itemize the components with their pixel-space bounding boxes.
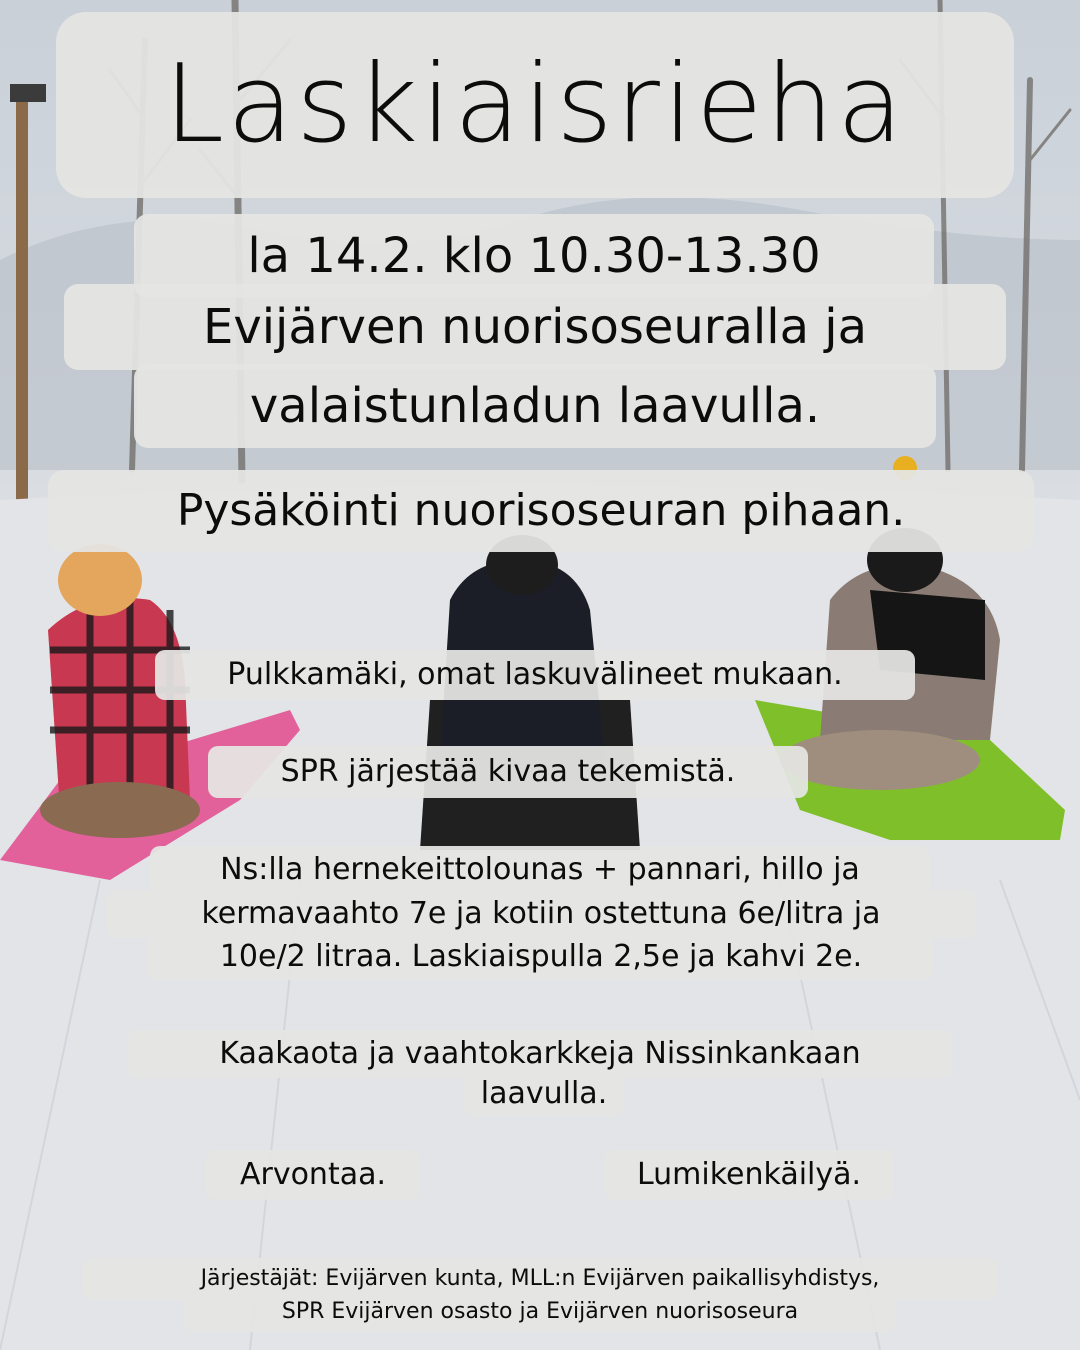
parking-info: Pysäköinti nuorisoseuran pihaan. <box>48 470 1034 552</box>
sledding-info: Pulkkamäki, omat laskuvälineet mukaan. <box>155 650 915 700</box>
raffle-info: Arvontaa. <box>206 1150 420 1200</box>
cocoa-info-line-1: Kaakaota ja vaahtokarkkeja Nissinkankaan <box>128 1030 952 1078</box>
organizers-line-1: Järjestäjät: Evijärven kunta, MLL:n Evijärven paikallisyhdistys, <box>82 1258 998 1300</box>
event-location-line-1: Evijärven nuorisoseuralla ja <box>64 284 1006 370</box>
cocoa-info-line-2: laavulla. <box>464 1072 624 1116</box>
snowshoe-info: Lumikenkäilyä. <box>604 1150 894 1200</box>
spr-activity-info: SPR järjestää kivaa tekemistä. <box>208 746 808 798</box>
poster-title: Laskiaisrieha <box>56 12 1014 198</box>
lunch-info-line-3: 10e/2 litraa. Laskiaispulla 2,5e ja kahvi 2e. <box>148 934 934 980</box>
event-date-time: la 14.2. klo 10.30-13.30 <box>134 214 934 298</box>
lunch-info-line-1: Ns:lla hernekeittolounas + pannari, hillo ja <box>150 846 930 894</box>
lunch-info-line-2: kermavaahto 7e ja kotiin ostettuna 6e/litra ja <box>106 890 976 938</box>
event-location-line-2: valaistunladun laavulla. <box>134 364 936 448</box>
organizers-line-2: SPR Evijärven osasto ja Evijärven nuorisoseura <box>184 1292 896 1332</box>
